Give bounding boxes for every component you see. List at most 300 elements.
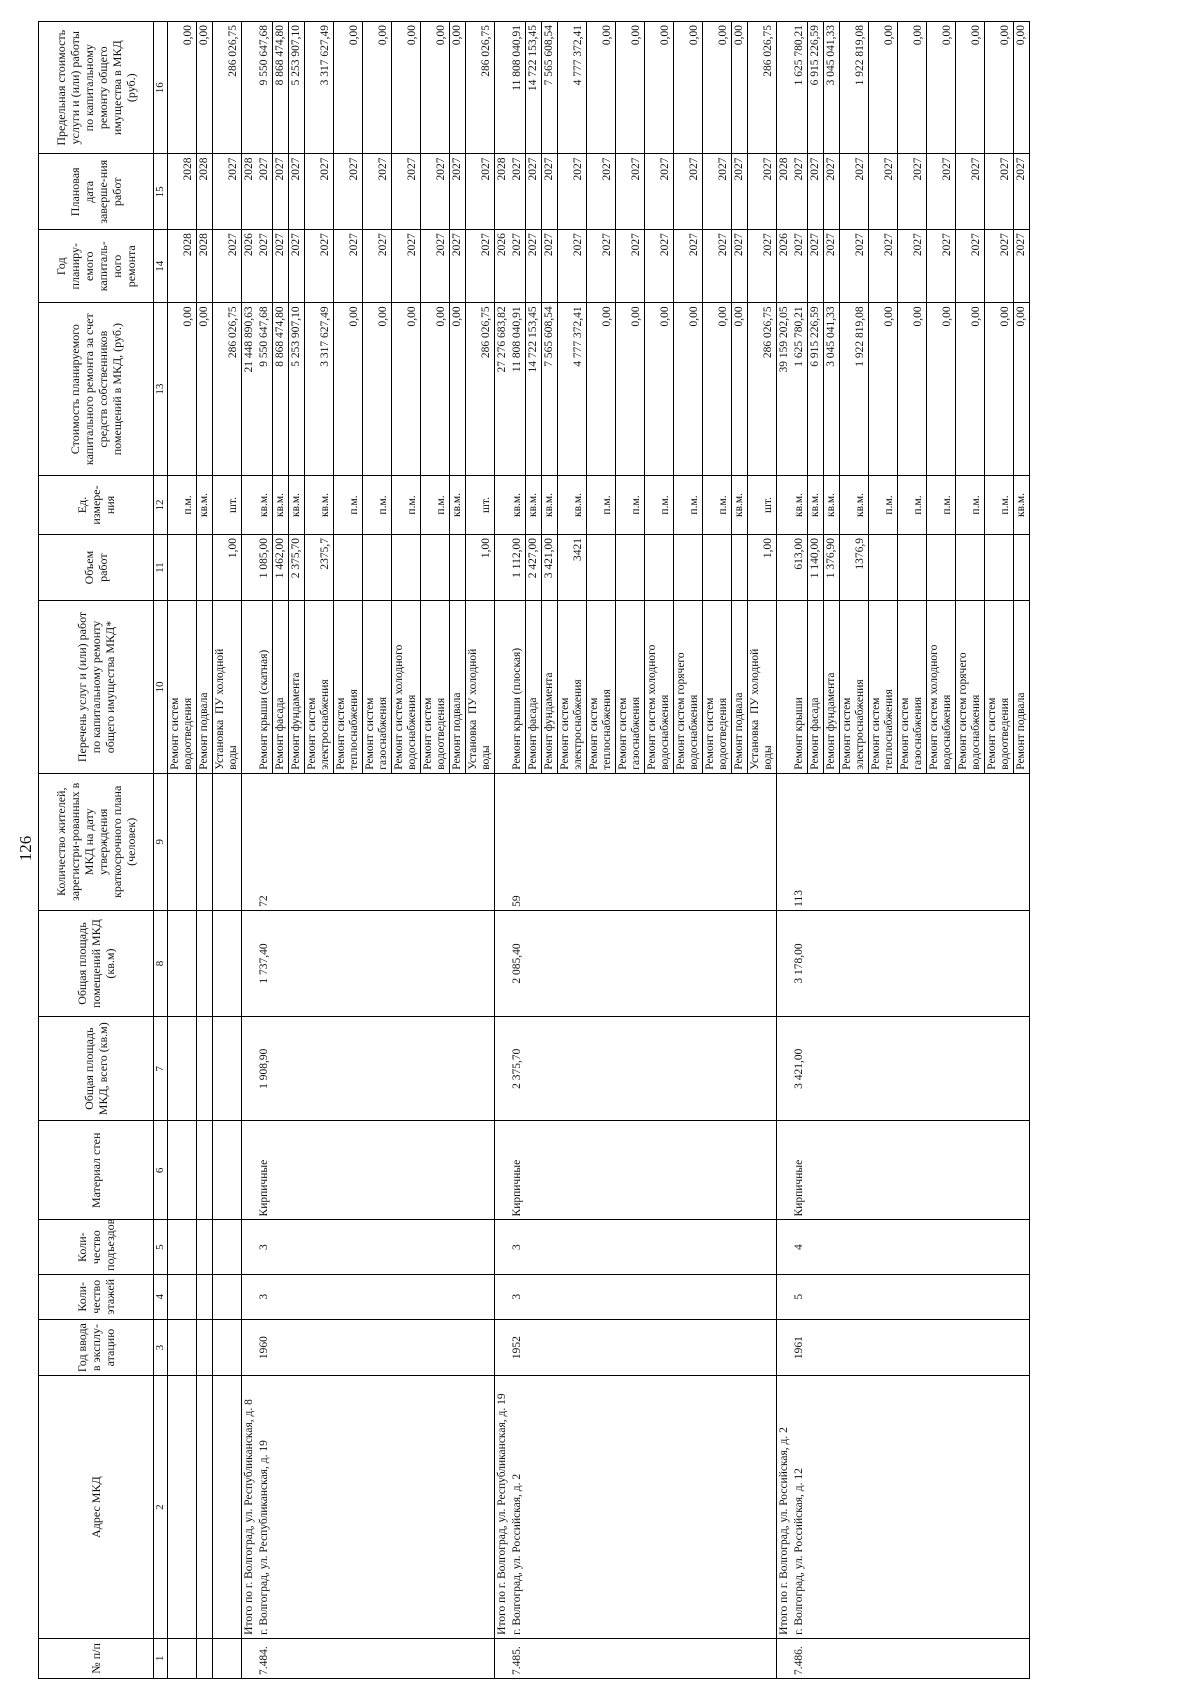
unit-cell-value: п.м. xyxy=(348,495,360,515)
unit-cell-value: кв.м. xyxy=(290,492,302,518)
year-cell xyxy=(289,230,305,303)
limit-cost-cell-value: 0,00 xyxy=(717,25,729,46)
work-name: Установка ПУ холодной xyxy=(749,648,761,770)
work-name: Ремонт систем xyxy=(870,697,882,770)
limit-cost-cell-value: 1 922 819,08 xyxy=(854,25,866,86)
volume-cell-value xyxy=(198,538,211,597)
unit-cell xyxy=(526,475,542,534)
limit-cost-cell xyxy=(257,22,273,155)
empty-cell xyxy=(495,475,511,534)
empty-cell xyxy=(777,601,793,774)
year-cell xyxy=(985,230,1014,303)
page-number: 126 xyxy=(16,835,35,862)
work-name: электроснабжения xyxy=(572,679,584,770)
end-date-cell-value: 2027 xyxy=(480,157,492,181)
empty-cell xyxy=(242,1121,258,1220)
total-cost: 21 448 890,63 xyxy=(243,306,255,373)
year-cell-value: 2027 xyxy=(793,233,805,257)
end-date-cell xyxy=(985,154,1014,230)
volume-cell xyxy=(450,535,466,601)
year-cell-value: 2027 xyxy=(319,233,331,257)
column-header: № п/п xyxy=(39,1638,154,1678)
residents: 113 xyxy=(793,890,805,907)
year-cell-value: 2027 xyxy=(377,233,389,257)
spacer xyxy=(364,25,377,151)
limit-cost-cell xyxy=(869,22,898,155)
limit-cost-cell-value: 0,00 xyxy=(941,25,953,46)
year-cell-value: 2027 xyxy=(825,233,837,257)
empty-cell xyxy=(213,1319,242,1376)
volume-cell xyxy=(748,535,777,601)
table-row xyxy=(257,22,273,1679)
spacer xyxy=(422,538,435,597)
volume-cell xyxy=(542,535,558,601)
column-number: 11 xyxy=(154,535,168,601)
work-name-cell xyxy=(792,601,808,774)
unit-cell xyxy=(213,475,242,534)
empty-cell xyxy=(197,1017,213,1121)
unit-cell xyxy=(1014,475,1030,534)
area-total-cell xyxy=(257,1017,495,1121)
address: г. Волгоград, ул. Республиканская, д. 19 xyxy=(258,1440,270,1635)
year-cell xyxy=(703,230,732,303)
cost-cell xyxy=(985,303,1014,476)
limit-cost-cell xyxy=(273,22,289,155)
year-cell-value: 2027 xyxy=(688,233,700,257)
total-end: 2028 xyxy=(243,157,255,181)
end-date-cell-value: 2027 xyxy=(319,157,331,181)
empty-cell xyxy=(242,535,258,601)
cost-cell xyxy=(824,303,840,476)
work-name-cell xyxy=(840,601,869,774)
cost-cell-value: 3 045 041,33 xyxy=(825,306,837,367)
spacer xyxy=(870,25,883,151)
spacer xyxy=(704,306,717,472)
table-row xyxy=(168,22,197,1679)
limit-cost-cell xyxy=(587,22,616,155)
empty-cell xyxy=(242,773,258,910)
volume-cell xyxy=(869,535,898,601)
total-label-cell xyxy=(495,1376,511,1638)
limit-cost-cell-value: 4 777 372,41 xyxy=(572,25,584,86)
limit-cost-cell xyxy=(334,22,363,155)
spacer xyxy=(899,538,912,597)
volume-cell xyxy=(334,535,363,601)
spacer xyxy=(899,306,912,472)
column-header: Материал стен xyxy=(39,1121,154,1220)
end-date-cell-value: 2027 xyxy=(227,157,239,181)
empty-cell xyxy=(213,1121,242,1220)
spacer xyxy=(841,233,854,299)
area-rooms: 3 178,00 xyxy=(793,943,805,984)
volume-cell xyxy=(257,535,273,601)
spacer xyxy=(749,306,762,472)
spacer xyxy=(467,158,480,227)
end-date-cell xyxy=(466,154,495,230)
column-number: 16 xyxy=(154,22,168,155)
volume-cell-value xyxy=(601,538,614,597)
end-date-cell xyxy=(257,154,273,230)
residents-cell xyxy=(792,773,1030,910)
column-number: 13 xyxy=(154,303,168,476)
end-date-cell xyxy=(273,154,289,230)
total-cost-cell xyxy=(777,303,793,476)
work-name: водоснабжения xyxy=(970,694,982,770)
spacer xyxy=(617,233,630,299)
total-year: 2026 xyxy=(778,233,790,257)
volume-cell-value xyxy=(182,538,195,597)
empty-cell xyxy=(495,535,511,601)
spacer xyxy=(169,158,182,227)
limit-cost-cell-value: 0,00 xyxy=(733,25,745,46)
year-built: 1961 xyxy=(793,1336,805,1360)
spacer xyxy=(704,158,717,227)
spacer xyxy=(422,306,435,472)
entrances: 4 xyxy=(793,1244,805,1251)
wall-material-cell xyxy=(792,1121,1030,1220)
total-cost-cell xyxy=(242,303,258,476)
cost-cell-value: 286 026,75 xyxy=(227,306,239,359)
work-name-cell xyxy=(421,601,450,774)
spacer xyxy=(335,25,348,151)
empty-cell xyxy=(197,910,213,1016)
cost-cell xyxy=(898,303,927,476)
unit-cell-value: п.м. xyxy=(912,495,924,515)
spacer xyxy=(214,158,227,227)
end-date-cell xyxy=(824,154,840,230)
cost-cell-value: 0,00 xyxy=(406,306,418,327)
empty-cell xyxy=(777,1220,793,1274)
end-date-cell xyxy=(542,154,558,230)
year-cell-value: 2027 xyxy=(659,233,671,257)
spacer xyxy=(928,538,941,597)
end-date-cell xyxy=(392,154,421,230)
cost-cell-value: 0,00 xyxy=(451,306,463,327)
volume-cell-value: 1 085,00 xyxy=(258,538,270,579)
spacer xyxy=(899,233,912,299)
spacer xyxy=(704,233,717,299)
column-number: 10 xyxy=(154,601,168,774)
spacer xyxy=(364,306,377,472)
residents-cell xyxy=(510,773,777,910)
area-rooms-cell xyxy=(257,910,495,1016)
cost-cell xyxy=(168,303,197,476)
work-name: теплоснабжения xyxy=(601,689,613,770)
spacer xyxy=(364,538,377,597)
work-name-cell xyxy=(363,601,392,774)
limit-cost-cell-value: 0,00 xyxy=(970,25,982,46)
unit-cell xyxy=(703,475,732,534)
empty-cell xyxy=(168,773,197,910)
unit-cell-value: п.м. xyxy=(688,495,700,515)
work-name: Ремонт систем горячего xyxy=(675,652,687,770)
end-date-cell xyxy=(289,154,305,230)
work-name: Ремонт систем xyxy=(841,697,853,770)
year-cell-value: 2027 xyxy=(941,233,953,257)
work-name: Ремонт крыши xyxy=(793,697,805,770)
unit-cell xyxy=(840,475,869,534)
empty-cell xyxy=(197,1220,213,1274)
volume-cell-value xyxy=(970,538,983,597)
work-name-cell xyxy=(168,601,197,774)
volume-cell xyxy=(421,535,450,601)
spacer xyxy=(393,306,406,472)
end-date-cell xyxy=(927,154,956,230)
volume-cell-value xyxy=(451,538,464,597)
year-built-cell xyxy=(257,1319,495,1376)
unit-cell-value: кв.м. xyxy=(809,492,821,518)
cost-cell xyxy=(363,303,392,476)
end-date-cell-value: 2027 xyxy=(258,157,270,181)
volume-cell-value: 1 140,00 xyxy=(809,538,821,579)
work-name: Ремонт систем xyxy=(588,697,600,770)
spacer xyxy=(986,25,999,151)
total-cost-cell xyxy=(495,303,511,476)
volume-cell xyxy=(956,535,985,601)
limit-cost-cell xyxy=(289,22,305,155)
column-header: Общая площадь МКД, всего (кв.м) xyxy=(39,1017,154,1121)
column-header: Перечень услуг и (или) работ по капитальному ремонту общего имущества МКД* xyxy=(39,601,154,774)
total-end-cell xyxy=(495,154,511,230)
floors-cell xyxy=(792,1274,1030,1319)
cost-cell xyxy=(1014,303,1030,476)
unit-cell xyxy=(305,475,334,534)
limit-cost-cell xyxy=(674,22,703,155)
row-number-cell xyxy=(257,1638,495,1678)
empty-cell xyxy=(213,1274,242,1319)
empty-cell xyxy=(495,1220,511,1274)
volume-cell-value xyxy=(406,538,419,597)
year-built: 1960 xyxy=(258,1336,270,1360)
table-row xyxy=(213,22,242,1679)
empty-cell xyxy=(495,1017,511,1121)
year-cell-value: 2027 xyxy=(912,233,924,257)
cost-cell-value: 5 253 907,10 xyxy=(290,306,302,367)
spacer xyxy=(617,538,630,597)
volume-cell xyxy=(558,535,587,601)
spacer xyxy=(335,158,348,227)
spacer xyxy=(646,538,659,597)
work-name: Ремонт крыши (плоская) xyxy=(511,647,523,770)
spacer xyxy=(617,479,630,531)
cost-cell-value: 0,00 xyxy=(601,306,613,327)
cost-cell xyxy=(703,303,732,476)
unit-cell xyxy=(466,475,495,534)
empty-cell xyxy=(213,1638,242,1678)
spacer xyxy=(467,25,480,151)
spacer xyxy=(928,158,941,227)
limit-cost-cell xyxy=(985,22,1014,155)
work-name: Ремонт систем xyxy=(335,697,347,770)
end-date-cell xyxy=(334,154,363,230)
work-name-cell xyxy=(956,601,985,774)
spacer xyxy=(646,306,659,472)
year-cell-value: 2027 xyxy=(762,233,774,257)
end-date-cell xyxy=(558,154,587,230)
cost-cell xyxy=(808,303,824,476)
work-name-cell xyxy=(645,601,674,774)
volume-cell xyxy=(392,535,421,601)
end-date-cell xyxy=(450,154,466,230)
limit-cost-cell xyxy=(363,22,392,155)
volume-cell xyxy=(824,535,840,601)
year-cell-value: 2027 xyxy=(290,233,302,257)
volume-cell-value: 1,00 xyxy=(227,538,239,559)
year-cell xyxy=(587,230,616,303)
spacer xyxy=(704,479,717,531)
empty-cell xyxy=(777,1121,793,1220)
spacer xyxy=(588,538,601,597)
work-name: водоснабжения xyxy=(941,694,953,770)
cost-cell-value: 7 565 608,54 xyxy=(543,306,555,367)
area-total: 3 421,00 xyxy=(793,1048,805,1089)
entrances-cell xyxy=(257,1220,495,1274)
volume-cell-value xyxy=(630,538,643,597)
cost-cell xyxy=(197,303,213,476)
work-name: Ремонт систем xyxy=(899,697,911,770)
spacer xyxy=(467,479,480,531)
row-number-cell xyxy=(510,1638,777,1678)
unit-cell xyxy=(808,475,824,534)
work-name: Ремонт систем горячего xyxy=(957,652,969,770)
cost-cell xyxy=(257,303,273,476)
work-name: Ремонт подвала xyxy=(1015,692,1027,770)
limit-cost-cell xyxy=(808,22,824,155)
year-cell-value: 2027 xyxy=(809,233,821,257)
column-number: 2 xyxy=(154,1376,168,1638)
spacer xyxy=(422,25,435,151)
limit-cost-cell-value: 0,00 xyxy=(999,25,1011,46)
volume-cell xyxy=(213,535,242,601)
total-label-cell xyxy=(242,1376,258,1638)
year-cell xyxy=(1014,230,1030,303)
spacer xyxy=(214,233,227,299)
unit-cell xyxy=(985,475,1014,534)
total-row xyxy=(495,22,511,1679)
volume-cell xyxy=(703,535,732,601)
spacer xyxy=(646,25,659,151)
year-cell xyxy=(898,230,927,303)
cost-cell-value: 3 317 627,49 xyxy=(319,306,331,367)
unit-cell-value: кв.м. xyxy=(527,492,539,518)
year-cell xyxy=(927,230,956,303)
unit-cell-value: кв.м. xyxy=(733,492,745,518)
cost-cell xyxy=(840,303,869,476)
end-date-cell-value: 2027 xyxy=(451,157,463,181)
unit-cell-value: кв.м. xyxy=(825,492,837,518)
empty-cell xyxy=(168,1376,197,1638)
spacer xyxy=(588,25,601,151)
limit-cost-cell-value: 0,00 xyxy=(182,25,194,46)
volume-cell-value xyxy=(717,538,730,597)
work-name-cell xyxy=(898,601,927,774)
year-cell xyxy=(840,230,869,303)
column-header: Стоимость планируемого капитального ремонта за счет средств собственников помещений в МКД, (руб.) xyxy=(39,303,154,476)
work-name: Ремонт систем xyxy=(306,697,318,770)
empty-cell xyxy=(168,1274,197,1319)
work-name-cell xyxy=(748,601,777,774)
cost-cell xyxy=(421,303,450,476)
spacer xyxy=(899,25,912,151)
year-cell-value: 2027 xyxy=(543,233,555,257)
work-name-cell xyxy=(674,601,703,774)
spacer xyxy=(559,479,572,531)
work-name-cell xyxy=(257,601,273,774)
volume-cell xyxy=(526,535,542,601)
spacer xyxy=(928,306,941,472)
wall-material: Кирпичные xyxy=(258,1159,270,1217)
limit-cost-cell-value: 11 808 040,91 xyxy=(511,25,523,91)
empty-cell xyxy=(777,773,793,910)
spacer xyxy=(986,306,999,472)
volume-cell xyxy=(674,535,703,601)
empty-cell xyxy=(495,773,511,910)
year-cell xyxy=(956,230,985,303)
cost-cell-value: 286 026,75 xyxy=(480,306,492,359)
floors: 5 xyxy=(793,1293,805,1300)
spacer xyxy=(870,233,883,299)
unit-cell-value: п.м. xyxy=(970,495,982,515)
end-date-cell xyxy=(197,154,213,230)
empty-cell xyxy=(242,910,258,1016)
unit-cell-value: шт. xyxy=(762,497,774,513)
work-name: Ремонт систем холодного xyxy=(646,644,658,770)
end-date-cell xyxy=(792,154,808,230)
volume-cell xyxy=(305,535,334,601)
year-cell xyxy=(305,230,334,303)
empty-cell xyxy=(168,910,197,1016)
year-cell-value: 2027 xyxy=(406,233,418,257)
limit-cost-cell-value: 0,00 xyxy=(883,25,895,46)
row-number: 7.486. xyxy=(793,1646,805,1675)
empty-cell xyxy=(777,910,793,1016)
end-date-cell xyxy=(510,154,526,230)
column-header: Год ввода в эксплу-атацию xyxy=(39,1319,154,1376)
limit-cost-cell-value: 0,00 xyxy=(406,25,418,46)
work-name: воды xyxy=(762,745,774,770)
spacer xyxy=(169,25,182,151)
spacer xyxy=(214,306,227,472)
spacer xyxy=(870,306,883,472)
limit-cost-cell-value: 3 317 627,49 xyxy=(319,25,331,86)
volume-cell xyxy=(289,535,305,601)
year-cell-value: 2027 xyxy=(451,233,463,257)
cost-cell xyxy=(392,303,421,476)
spacer xyxy=(306,306,319,472)
cost-cell-value: 1 922 819,08 xyxy=(854,306,866,367)
unit-cell-value: п.м. xyxy=(659,495,671,515)
volume-cell xyxy=(732,535,748,601)
total-end-cell xyxy=(242,154,258,230)
total-end: 2028 xyxy=(778,157,790,181)
spacer xyxy=(704,538,717,597)
spacer xyxy=(393,158,406,227)
work-name: Установка ПУ холодной xyxy=(214,648,226,770)
spacer xyxy=(588,233,601,299)
limit-cost-cell xyxy=(466,22,495,155)
spacer xyxy=(588,479,601,531)
limit-cost-cell xyxy=(645,22,674,155)
end-date-cell xyxy=(748,154,777,230)
unit-cell-value: шт. xyxy=(480,497,492,513)
limit-cost-cell-value: 286 026,75 xyxy=(227,25,239,77)
end-date-cell-value: 2027 xyxy=(377,157,389,181)
unit-cell xyxy=(542,475,558,534)
column-number: 4 xyxy=(154,1274,168,1319)
volume-cell-value xyxy=(435,538,448,597)
column-number: 5 xyxy=(154,1220,168,1274)
spacer xyxy=(870,479,883,531)
